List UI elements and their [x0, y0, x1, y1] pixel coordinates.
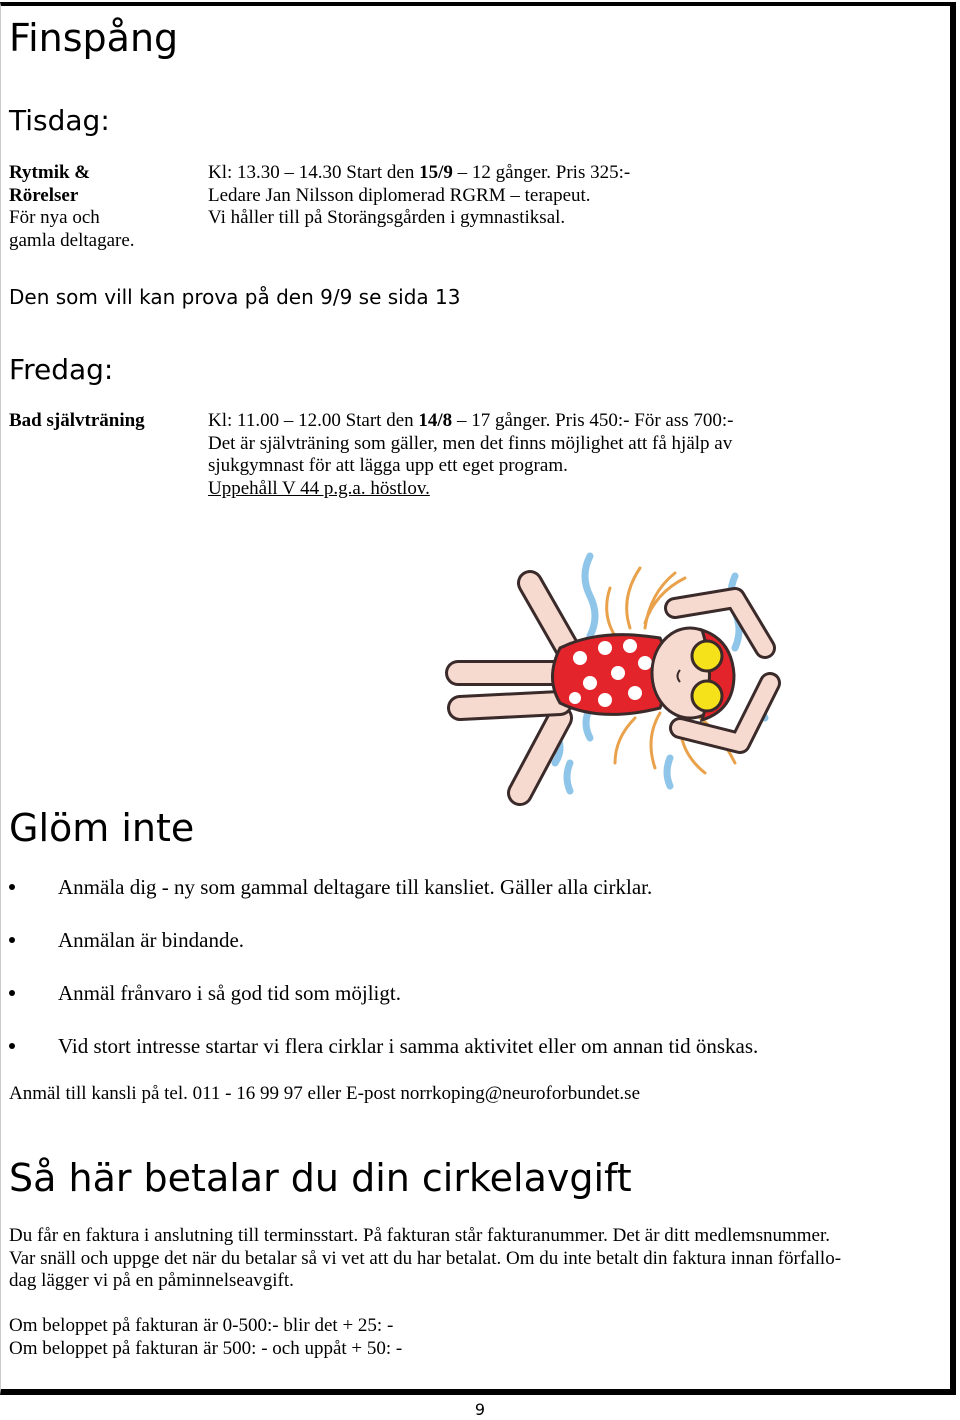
payment-heading: Så här betalar du din cirkelavgift: [9, 1156, 632, 1200]
friday-start-date: 14/8: [418, 410, 453, 431]
tuesday-start-date: 15/9: [419, 162, 453, 183]
tuesday-label-line-2: Rörelser: [9, 184, 79, 206]
tuesday-heading: Tisdag:: [9, 104, 110, 137]
fee-line: Om beloppet på fakturan är 0-500:- blir det + 25: -: [9, 1315, 394, 1336]
reminder-heading: Glöm inte: [9, 806, 195, 850]
payment-line: Var snäll och uppge det när du betalar så vi vet att du har betalat. Om du inte betalt din faktura innan förfallo-: [9, 1247, 842, 1269]
tuesday-time-line: [208, 162, 630, 185]
tuesday-label-line-4: gamla deltagare.: [9, 229, 135, 251]
friday-info-line: Det är självträning som gäller, men det finns möjlighet att få hjälp av: [208, 432, 733, 454]
friday-time-line: [208, 410, 733, 433]
list-item-text: Anmälan är bindande.: [58, 928, 245, 952]
friday-heading: Fredag:: [9, 353, 114, 386]
friday-info-line-2: sjukgymnast för att lägga upp ett eget program.: [208, 455, 568, 476]
list-item-text: Anmäla dig - ny som gammal deltagare till kansliet. Gäller alla cirklar.: [58, 875, 653, 899]
payment-paragraph: [9, 1225, 841, 1293]
fee-line: Om beloppet på fakturan är 500: - och uppåt + 50: -: [9, 1337, 403, 1359]
friday-time-a: Kl: 11.00 – 12.00 Start den: [208, 410, 419, 431]
friday-details: [208, 410, 733, 500]
swimmer-illustration: [430, 548, 800, 806]
fee-paragraph: [9, 1315, 402, 1360]
friday-break-note: Uppehåll V 44 p.g.a. höstlov.: [208, 477, 430, 499]
list-item-text: Vid stort intresse startar vi flera cirklar i samma aktivitet eller om annan tid önskas.: [58, 1034, 759, 1058]
friday-label: [9, 410, 145, 433]
tuesday-label-line-1: Rytmik &: [9, 162, 91, 183]
contact-info: Anmäl till kansli på tel. 011 - 16 99 97 eller E-post norrkoping@neuroforbundet.se: [9, 1083, 640, 1104]
bullet-icon: [9, 990, 15, 996]
tuesday-location-line: Vi håller till på Storängsgården i gymnastiksal.: [208, 207, 566, 228]
tuesday-label: [9, 162, 135, 252]
bullet-icon: [9, 884, 15, 890]
list-item-text: Anmäl frånvaro i så god tid som möjligt.: [58, 981, 401, 1005]
page-title: Finspång: [9, 16, 179, 60]
tuesday-time-a: Kl: 13.30 – 14.30 Start den: [208, 162, 420, 183]
page-number: 9: [474, 1400, 486, 1419]
tuesday-trial-note: Den som vill kan prova på den 9/9 se sida 13: [9, 285, 461, 309]
tuesday-leader-line: Ledare Jan Nilsson diplomerad RGRM – terapeut.: [208, 184, 591, 206]
tuesday-time-b: – 12 gånger. Pris 325:-: [452, 162, 631, 183]
payment-line: Du får en faktura i anslutning till terminsstart. På fakturan står fakturanummer. Det är ditt medlemsnummer.: [9, 1225, 830, 1246]
friday-label-text: Bad självträning: [9, 410, 145, 431]
tuesday-label-line-3: För nya och: [9, 207, 100, 228]
bullet-icon: [9, 937, 15, 943]
friday-time-b: – 17 gånger. Pris 450:- För ass 700:-: [452, 410, 734, 431]
bullet-icon: [9, 1043, 15, 1049]
payment-line: dag lägger vi på en påminnelseavgift.: [9, 1270, 294, 1291]
tuesday-details: [208, 162, 630, 230]
